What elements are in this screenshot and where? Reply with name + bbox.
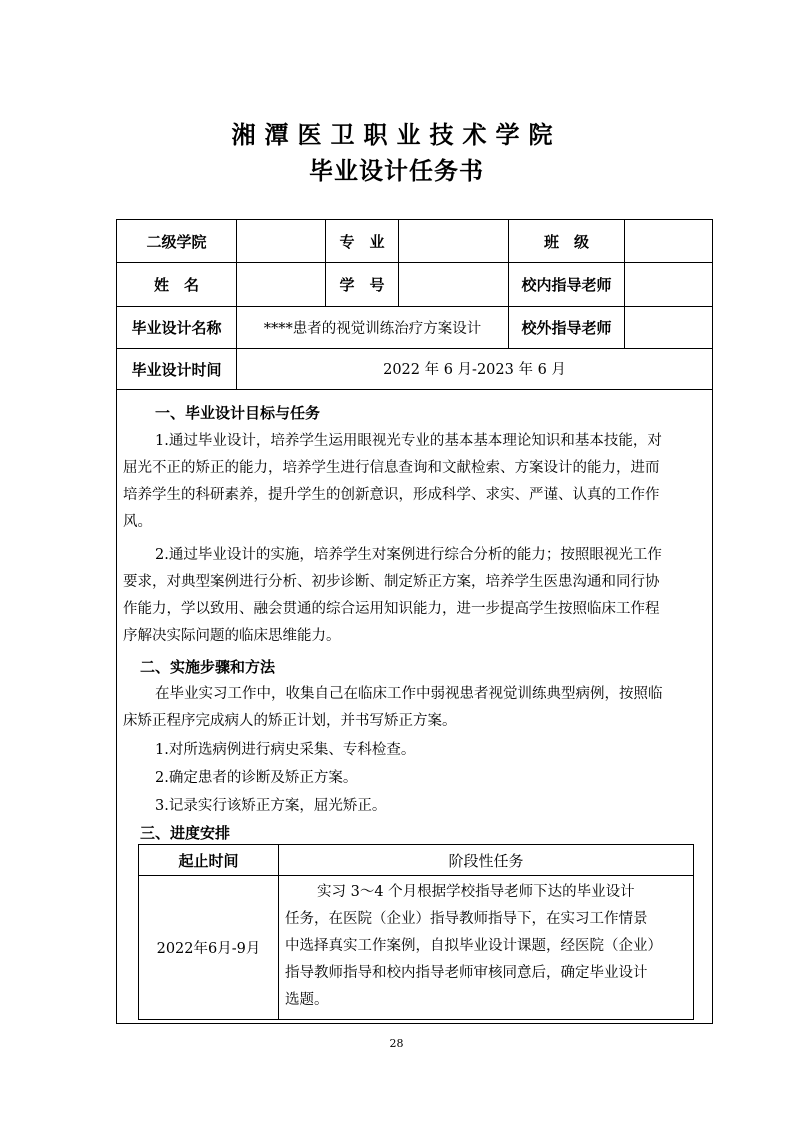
major-value <box>399 220 508 262</box>
name-label: 姓 名 <box>153 276 199 294</box>
design-time-value: 2022 年 6 月-2023 年 6 月 <box>383 361 566 378</box>
college-label: 二级学院 <box>146 232 207 251</box>
schedule-row-task-line: 实习 3～4 个月根据学校指导老师下达的毕业设计 <box>317 884 635 900</box>
row-divider <box>117 389 712 390</box>
college-value <box>237 220 325 262</box>
student-id-label: 学 号 <box>339 276 385 294</box>
document-title: 毕业设计任务书 <box>309 157 484 185</box>
inner-advisor-value <box>625 263 712 306</box>
schedule-row-time: 2022年6月-9月 <box>156 941 261 957</box>
section1-para2-line: 序解决实际问题的临床思维能力。 <box>123 628 341 644</box>
class-label: 班 级 <box>543 232 589 251</box>
outer-advisor-label: 校外指导老师 <box>521 319 612 337</box>
design-name-label: 毕业设计名称 <box>131 319 222 337</box>
inner-advisor-label: 校内指导老师 <box>521 276 612 294</box>
outer-advisor-value <box>625 307 712 348</box>
page-number: 28 <box>389 1037 404 1050</box>
section2-intro-line: 床矫正程序完成病人的矫正计划，并书写矫正方案。 <box>123 713 457 729</box>
schedule-table <box>138 844 694 1020</box>
schedule-row-task-line: 指导教师指导和校内指导老师审核同意后，确定毕业设计 <box>285 965 648 981</box>
design-name-value: ****患者的视觉训练治疗方案设计 <box>263 321 482 337</box>
student-id-value <box>399 263 508 306</box>
schedule-header-task: 阶段性任务 <box>448 851 524 870</box>
schedule-row-task-line: 选题。 <box>285 992 329 1008</box>
section2-heading: 二、实施步骤和方法 <box>140 658 276 676</box>
section2-step: 2.确定患者的诊断及矫正方案。 <box>155 770 358 786</box>
school-name: 湘潭医卫职业技术学院 <box>231 121 562 149</box>
section2-step: 1.对所选病例进行病史采集、专科检查。 <box>155 742 416 758</box>
schedule-row-task-line: 任务，在医院（企业）指导教师指导下，在实习工作情景 <box>285 911 648 927</box>
section3-heading: 三、进度安排 <box>140 824 231 842</box>
section2-intro-line: 在毕业实习工作中，收集自己在临床工作中弱视患者视觉训练典型病例，按照临 <box>155 686 663 702</box>
section1-para1-line: 1.通过毕业设计，培养学生运用眼视光专业的基本基本理论知识和基本技能，对 <box>155 433 662 449</box>
class-value <box>625 220 712 262</box>
schedule-row-task-line: 中选择真实工作案例，自拟毕业设计课题，经医院（企业） <box>285 938 662 954</box>
section1-heading: 一、毕业设计目标与任务 <box>155 404 321 422</box>
section2-step: 3.记录实行该矫正方案，屈光矫正。 <box>155 798 387 814</box>
schedule-header-time: 起止时间 <box>178 851 239 870</box>
design-time-label: 毕业设计时间 <box>131 360 222 379</box>
section1-para2-line: 2.通过毕业设计的实施，培养学生对案例进行综合分析的能力；按照眼视光工作 <box>155 547 662 563</box>
section1-para1-line: 屈光不正的矫正的能力，培养学生进行信息查询和文献检索、方案设计的能力，进而 <box>123 460 660 476</box>
section1-para2-line: 要求，对典型案例进行分析、初步诊断、制定矫正方案，培养学生医患沟通和同行协 <box>123 574 660 590</box>
name-value <box>237 263 325 306</box>
major-label: 专 业 <box>339 232 385 251</box>
section1-para2-line: 作能力，学以致用、融会贯通的综合运用知识能力，进一步提高学生按照临床工作程 <box>123 601 660 617</box>
section1-para1-line: 培养学生的科研素养，提升学生的创新意识，形成科学、求实、严谨、认真的工作作 <box>123 487 660 503</box>
section1-para1-line: 风。 <box>123 514 152 530</box>
